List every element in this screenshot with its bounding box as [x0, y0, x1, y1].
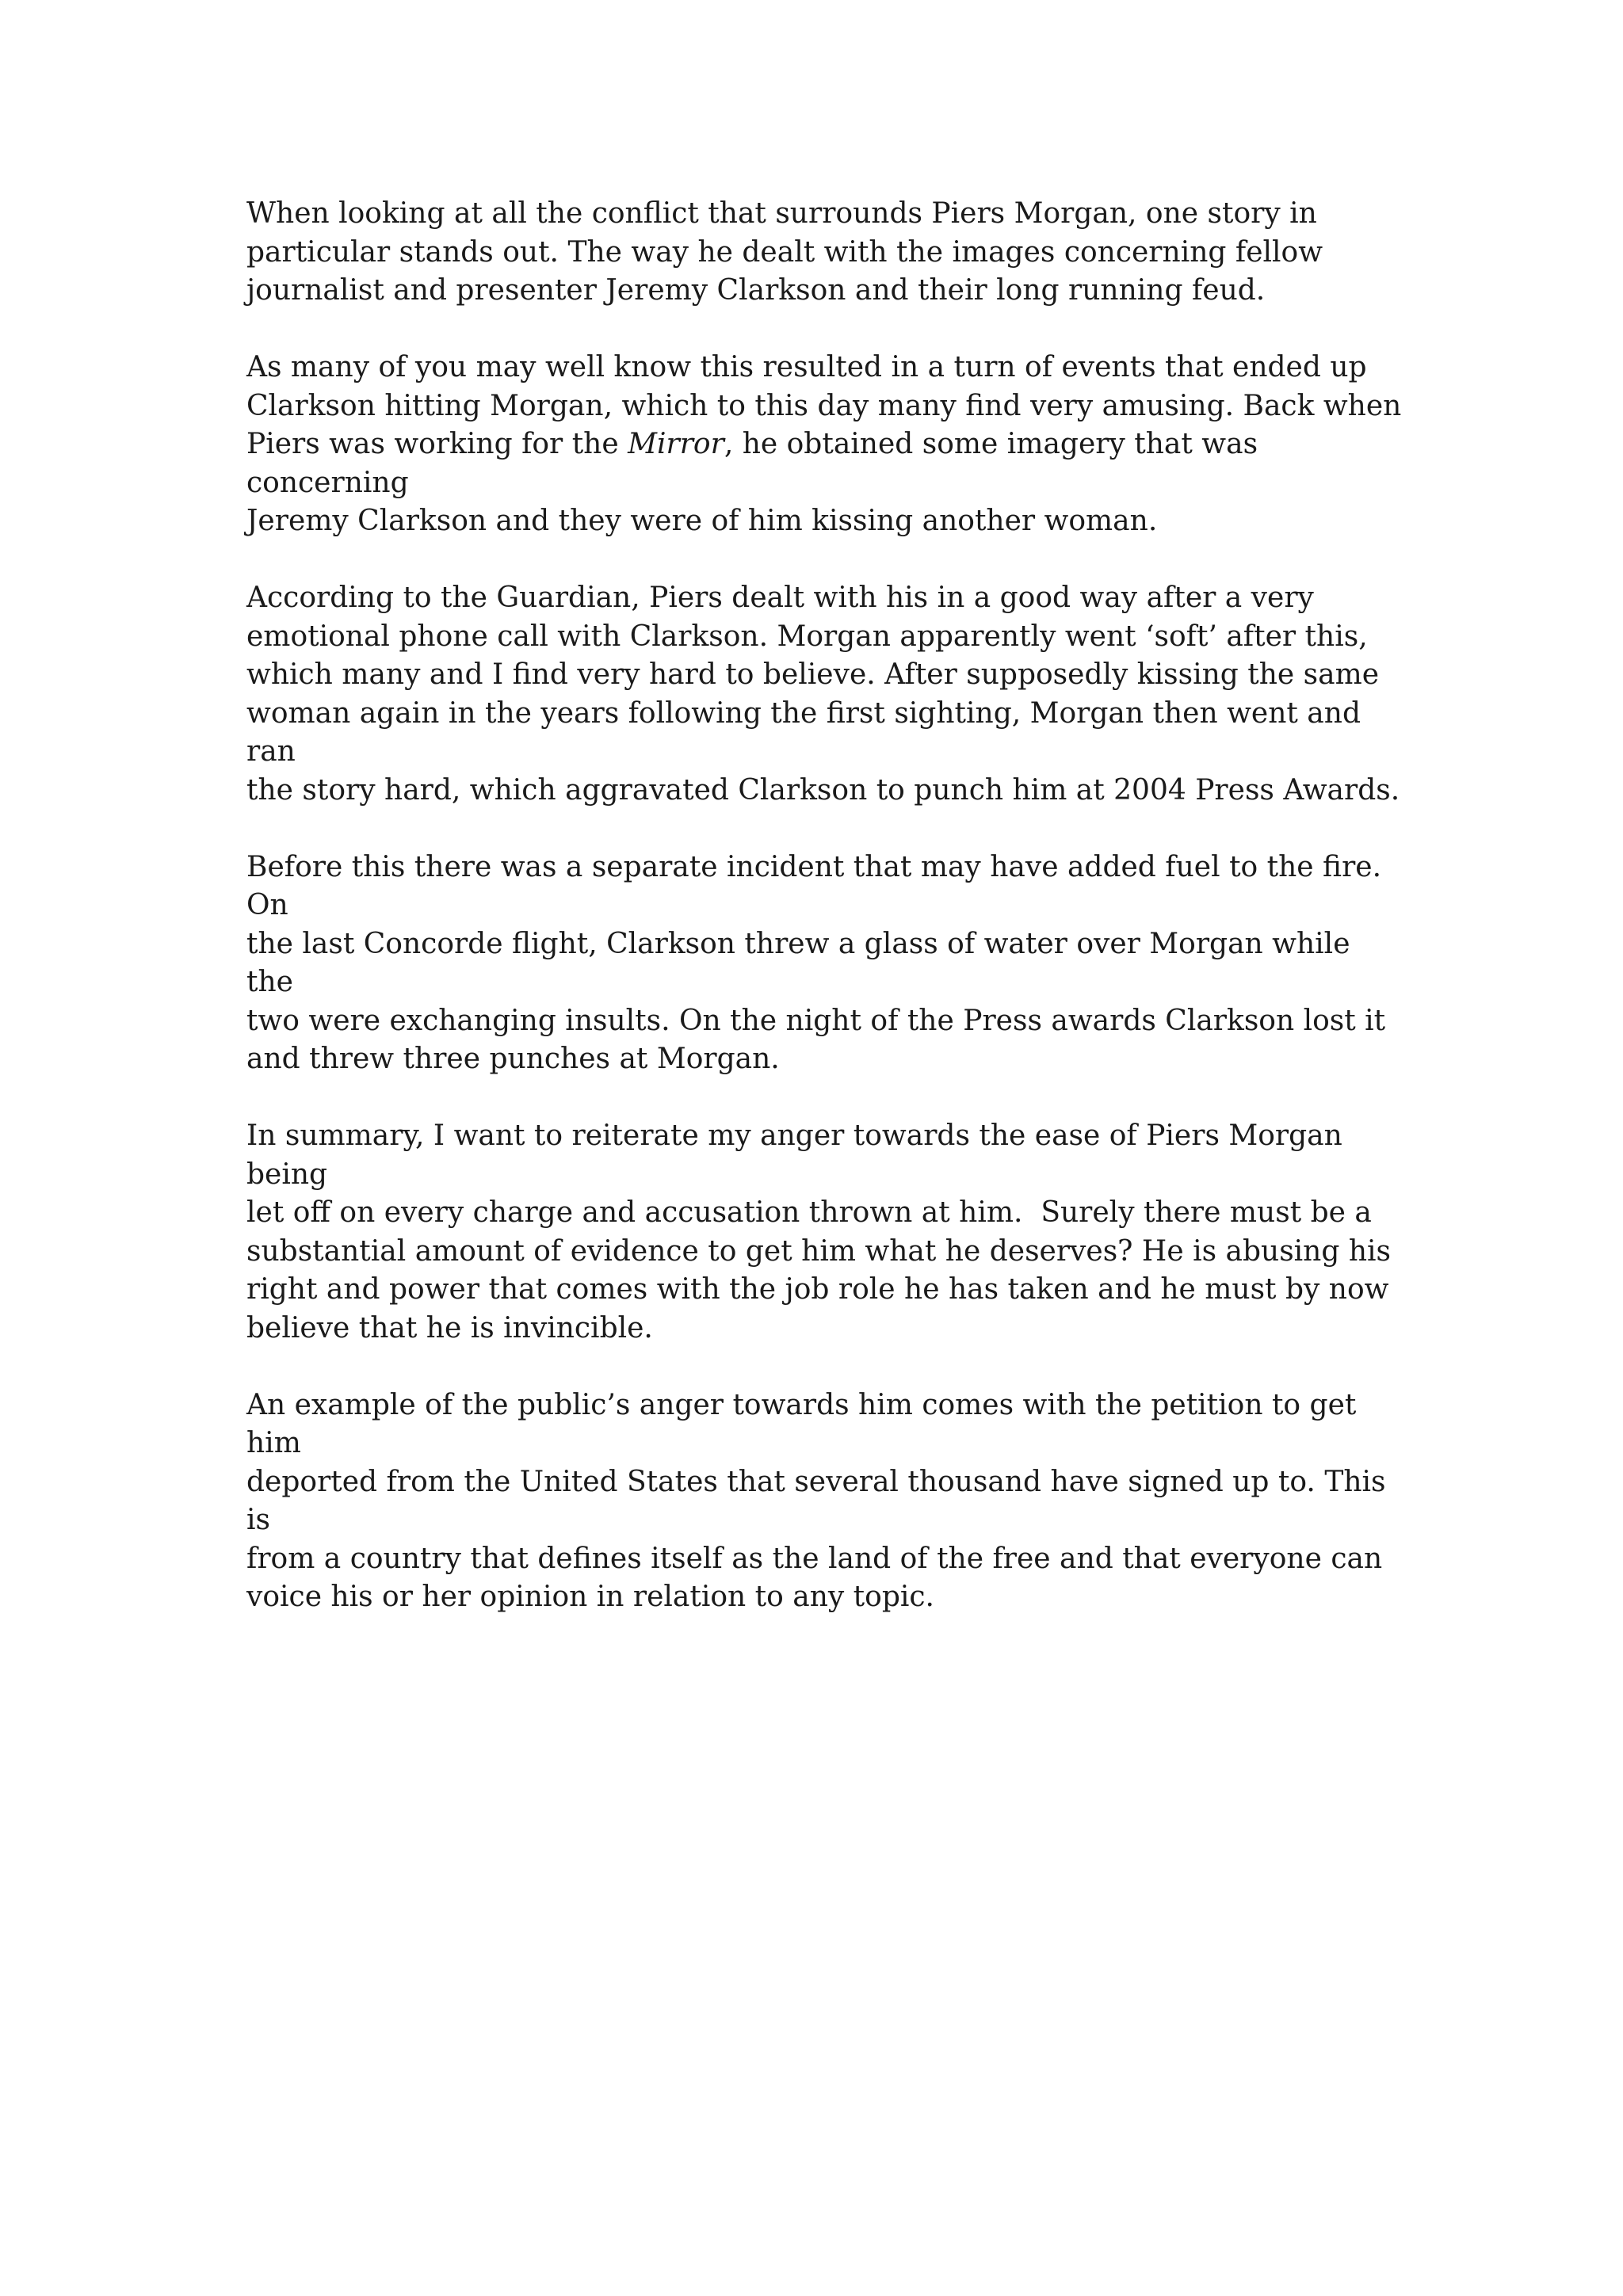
text-line: particular stands out. The way he dealt with the images concerning fellow [246, 235, 1323, 269]
text-line-end: , he obtained some imagery that was concerning [246, 428, 1258, 499]
document-body [246, 195, 1403, 1655]
text-line: Jeremy Clarkson and they were of him kissing another woman. [246, 505, 1158, 537]
text-line: Before this there was a separate incident that may have added fuel to the fire. On [246, 850, 1382, 921]
text-line: and threw three punches at Morgan. [246, 1043, 780, 1075]
text-line: According to the Guardian, Piers dealt with his in a good way after a very [246, 582, 1314, 614]
text-line: woman again in the years following the first sighting, Morgan then went and ran [246, 696, 1361, 768]
text-line: An example of the public’s anger towards him comes with the petition to get him [246, 1388, 1357, 1459]
text-line: When looking at all the conflict that surrounds Piers Morgan, one story in [246, 197, 1317, 230]
text-line: from a country that defines itself as the land of the free and that everyone can [246, 1542, 1383, 1575]
paragraph-1 [246, 195, 1403, 311]
text-line: which many and I find very hard to believe. After supposedly kissing the same [246, 658, 1380, 691]
paragraph-6 [246, 1386, 1403, 1617]
publication-name: Mirror [628, 428, 724, 460]
text-line: deported from the United States that several thousand have signed up to. This is [246, 1465, 1386, 1536]
text-line: journalist and presenter Jeremy Clarkson and their long running feud. [246, 274, 1266, 307]
paragraph-4 [246, 849, 1403, 1079]
text-line: Clarkson hitting Morgan, which to this day many find very amusing. Back when [246, 389, 1402, 422]
text-line: emotional phone call with Clarkson. Morgan apparently went ‘soft’ after this, [246, 620, 1368, 653]
text-line: right and power that comes with the job role he has taken and he must by now [246, 1273, 1389, 1306]
text-line-start: Piers was working for the [246, 428, 628, 460]
text-line: voice his or her opinion in relation to any topic. [246, 1581, 934, 1613]
text-line: the story hard, which aggravated Clarkson to punch him at 2004 Press Awards. [246, 773, 1400, 807]
paragraph-2 [246, 349, 1403, 541]
text-line: believe that he is invincible. [246, 1311, 653, 1344]
text-line: two were exchanging insults. On the night of the Press awards Clarkson lost it [246, 1004, 1386, 1037]
paragraph-5 [246, 1117, 1403, 1348]
paragraph-3 [246, 579, 1403, 810]
text-line: In summary, I want to reiterate my anger towards the ease of Piers Morgan being [246, 1119, 1342, 1191]
text-line: let off on every charge and accusation thrown at him. Surely there must be a [246, 1196, 1372, 1229]
text-line: substantial amount of evidence to get him what he deserves? He is abusing his [246, 1234, 1392, 1268]
text-line: As many of you may well know this resulted in a turn of events that ended up [246, 351, 1367, 383]
text-line: the last Concorde flight, Clarkson threw a glass of water over Morgan while the [246, 927, 1350, 998]
